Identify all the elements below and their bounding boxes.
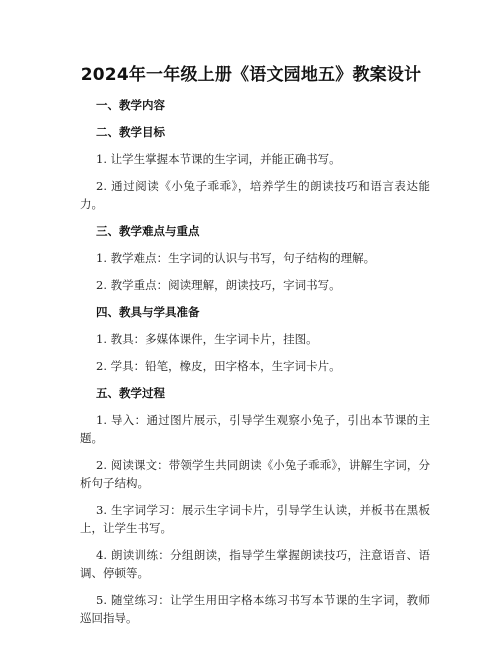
- paragraph: 5. 随堂练习：让学生用田字格本练习书写本节课的生字词，教师巡回指导。: [80, 593, 430, 625]
- paragraph: 2. 通过阅读《小兔子乖乖》，培养学生的朗读技巧和语言表达能力。: [80, 179, 430, 211]
- paragraph: 1. 让学生掌握本节课的生字词，并能正确书写。: [96, 152, 341, 166]
- section-heading-content: 一、教学内容: [96, 98, 165, 112]
- paragraph: 3. 生字词学习：展示生字词卡片，引导学生认读，并板书在黑板上，让学生书写。: [80, 503, 430, 535]
- document-title: 2024年一年级上册《语文园地五》教案设计: [80, 65, 422, 85]
- section-heading-materials: 四、教具与学具准备: [96, 305, 200, 319]
- paragraph: 1. 导入：通过图片展示，引导学生观察小兔子，引出本节课的主题。: [80, 413, 430, 445]
- section-heading-process: 五、教学过程: [96, 386, 165, 400]
- paragraph: 1. 教具：多媒体课件，生字词卡片，挂图。: [96, 332, 318, 346]
- section-heading-goals: 二、教学目标: [96, 125, 165, 139]
- document-body: [80, 96, 430, 636]
- section-heading-difficulties: 三、教学难点与重点: [96, 224, 200, 238]
- paragraph: 4. 朗读训练：分组朗读，指导学生掌握朗读技巧，注意语音、语调、停顿等。: [80, 548, 430, 580]
- paragraph: 2. 学具：铅笔，橡皮，田字格本，生字词卡片。: [96, 359, 341, 373]
- paragraph: 2. 教学重点：阅读理解，朗读技巧，字词书写。: [96, 278, 341, 292]
- paragraph: 1. 教学难点：生字词的认识与书写，句子结构的理解。: [96, 251, 376, 265]
- paragraph: 2. 阅读课文：带领学生共同朗读《小兔子乖乖》，讲解生字词，分析句子结构。: [80, 458, 430, 490]
